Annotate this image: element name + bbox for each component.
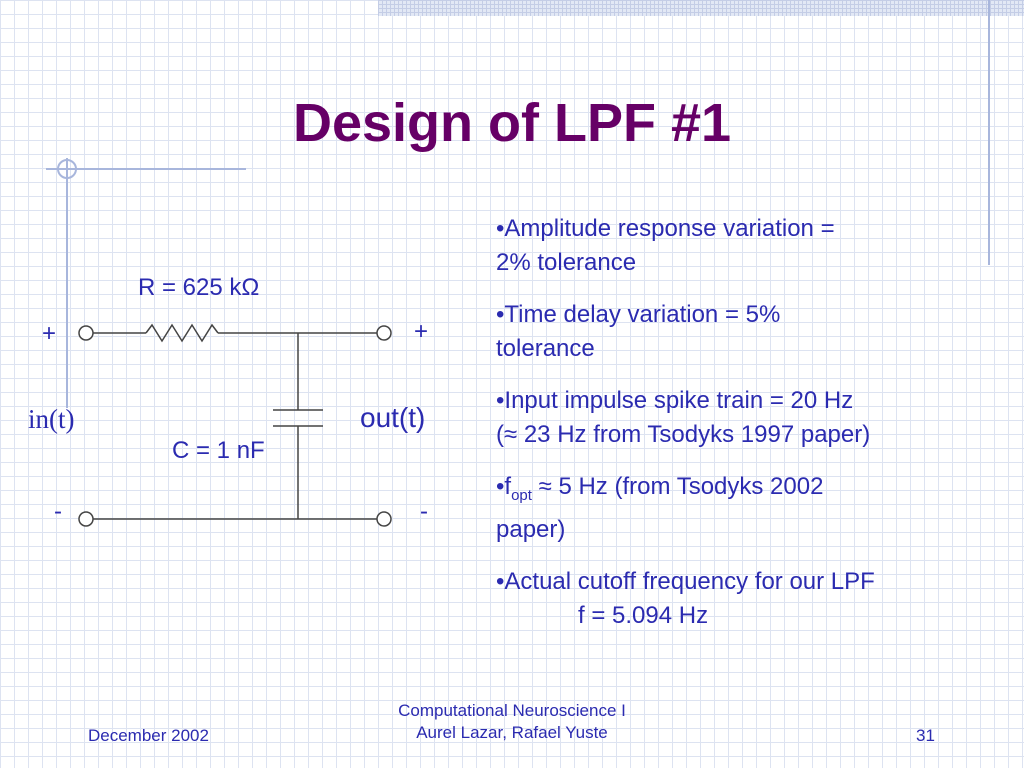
output-minus-terminal [377, 512, 391, 526]
footer-course-block [300, 700, 724, 744]
bullet-text: paper) [496, 515, 566, 543]
bullet-text: •Input impulse spike train = 20 Hz [496, 387, 854, 414]
bullet-text: ≈ 5 Hz (from Tsodyks 2002 [531, 473, 824, 500]
bullet-time-delay [496, 298, 976, 366]
minus-right-label: - [420, 498, 428, 525]
output-plus-terminal [377, 326, 391, 340]
resistor-zigzag [146, 325, 218, 341]
bullet-text: tolerance [496, 335, 595, 362]
bullet-text: •Time delay variation = 5% [496, 301, 781, 328]
footer-page-number: 31 [916, 726, 935, 745]
input-label: in(t) [28, 404, 75, 434]
capacitor-label: C = 1 nF [172, 437, 265, 464]
plus-left-label: + [42, 320, 57, 347]
bullet-text: •Amplitude response variation = [496, 215, 835, 242]
footer-authors: Aurel Lazar, Rafael Yuste [416, 723, 608, 742]
bullet-input-spike-train [496, 384, 976, 452]
input-plus-terminal [79, 326, 93, 340]
bullet-text: (≈ 23 Hz from Tsodyks 1997 paper) [496, 421, 871, 448]
bullet-text: •Actual cutoff frequency for our LPF [496, 567, 875, 595]
bullet-text: f = 5.094 Hz [578, 601, 709, 629]
footer-date: December 2002 [88, 726, 209, 745]
slide-title: Design of LPF #1 [292, 93, 732, 153]
plus-right-label: + [414, 318, 429, 345]
resistor-label: R = 625 kΩ [138, 274, 260, 301]
bullet-cutoff-frequency [496, 565, 976, 633]
bullet-amplitude [496, 212, 976, 280]
minus-left-label: - [54, 498, 62, 525]
bullet-subscript: opt [511, 486, 532, 504]
bullet-text: •f [496, 473, 512, 500]
bullet-text: 2% tolerance [496, 249, 637, 276]
input-minus-terminal [79, 512, 93, 526]
bullet-fopt [496, 470, 976, 547]
footer-course: Computational Neuroscience I [398, 701, 626, 720]
bullet-list [496, 212, 976, 651]
output-label: out(t) [360, 402, 426, 433]
